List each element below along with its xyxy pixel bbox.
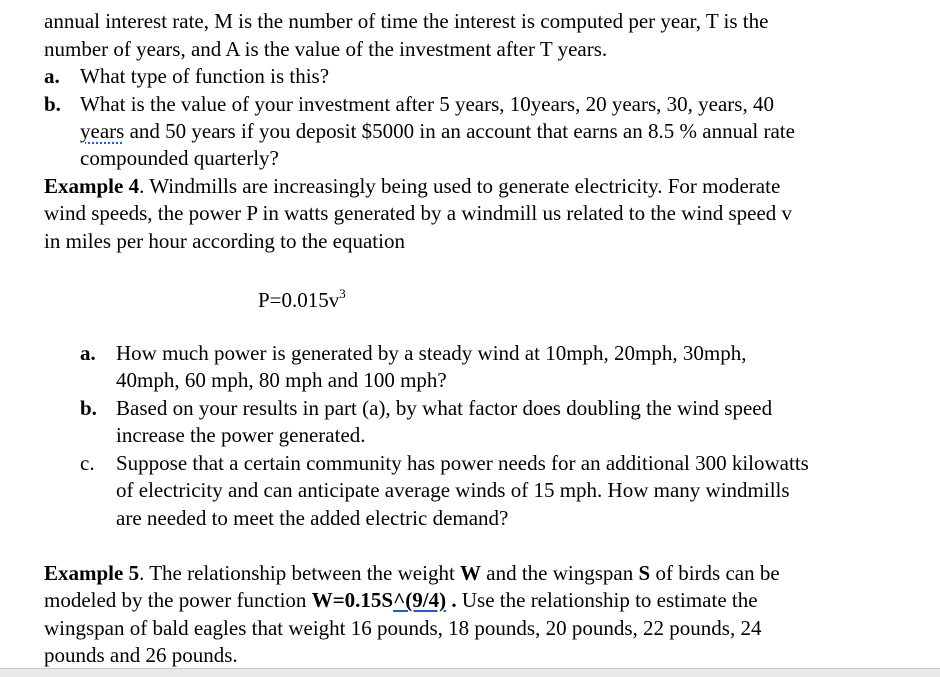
power-equation xyxy=(258,287,346,314)
part-c-line-2: of electricity and can anticipate average winds of 15 mph. How many windmills xyxy=(116,478,790,502)
example-4-label: Example 4 xyxy=(44,174,140,198)
formula-exponent: ^(9/4) xyxy=(393,588,447,612)
list-marker-a: a. xyxy=(44,64,60,88)
example-5-line-1-part-b: and the wingspan xyxy=(481,561,639,585)
part-c-line-1: Suppose that a certain community has power needs for an additional 300 kilowatts xyxy=(116,451,809,475)
weight-variable: W xyxy=(460,561,482,585)
list-marker-b: b. xyxy=(44,92,61,116)
intro-line-1: annual interest rate, M is the number of time the interest is computed per year, T is the xyxy=(44,9,769,33)
question-a-text: What type of function is this? xyxy=(80,64,330,88)
example-5-line-1-part-c: of birds can be xyxy=(650,561,780,585)
question-b-line-1: What is the value of your investment after 5 years, 10years, 20 years, 30, years, 40 xyxy=(80,92,774,116)
example-4-line-1-rest: . Windmills are increasingly being used to generate electricity. For moderate xyxy=(139,174,781,198)
part-marker-c: c. xyxy=(80,451,95,475)
example-4-line-2: wind speeds, the power P in watts generated by a windmill us related to the wind speed v xyxy=(44,201,793,225)
wingspan-variable: S xyxy=(638,561,651,585)
example-5-line-1-part-a: . The relationship between the weight xyxy=(139,561,461,585)
part-marker-a: a. xyxy=(80,341,96,365)
part-c-line-3: are needed to meet the added electric demand? xyxy=(116,506,509,530)
example-5-line-2 xyxy=(44,587,758,614)
example-5-line-4: pounds and 26 pounds. xyxy=(44,643,238,667)
formula-main: W=0.15S xyxy=(311,588,394,612)
question-b-line-3: compounded quarterly? xyxy=(80,146,279,170)
part-b-line-2: increase the power generated. xyxy=(116,423,366,447)
part-b-line-1: Based on your results in part (a), by what factor does doubling the wind speed xyxy=(116,396,773,420)
equation-exponent: 3 xyxy=(339,286,346,301)
part-a-line-2: 40mph, 60 mph, 80 mph and 100 mph? xyxy=(116,368,447,392)
question-b-line-2 xyxy=(80,118,795,145)
example-5-line-2-part-b: Use the relationship to estimate the xyxy=(456,588,758,612)
example-5-line-1 xyxy=(44,560,780,587)
equation-base: P=0.015v xyxy=(258,288,340,312)
example-4-line-1 xyxy=(44,173,780,200)
part-marker-b: b. xyxy=(80,396,97,420)
question-b-line-2-rest: and 50 years if you deposit $5000 in an account that earns an 8.5 % annual rate xyxy=(124,119,795,143)
spelling-flag-word: years xyxy=(80,119,125,143)
example-5-line-3: wingspan of bald eagles that weight 16 pounds, 18 pounds, 20 pounds, 22 pounds, 24 xyxy=(44,616,762,640)
example-5-label: Example 5 xyxy=(44,561,140,585)
intro-line-2: number of years, and A is the value of the investment after T years. xyxy=(44,37,608,61)
example-5-line-2-part-a: modeled by the power function xyxy=(44,588,312,612)
part-a-line-1: How much power is generated by a steady wind at 10mph, 20mph, 30mph, xyxy=(116,341,747,365)
formula-end: . xyxy=(446,588,457,612)
example-4-line-3: in miles per hour according to the equation xyxy=(44,229,405,253)
